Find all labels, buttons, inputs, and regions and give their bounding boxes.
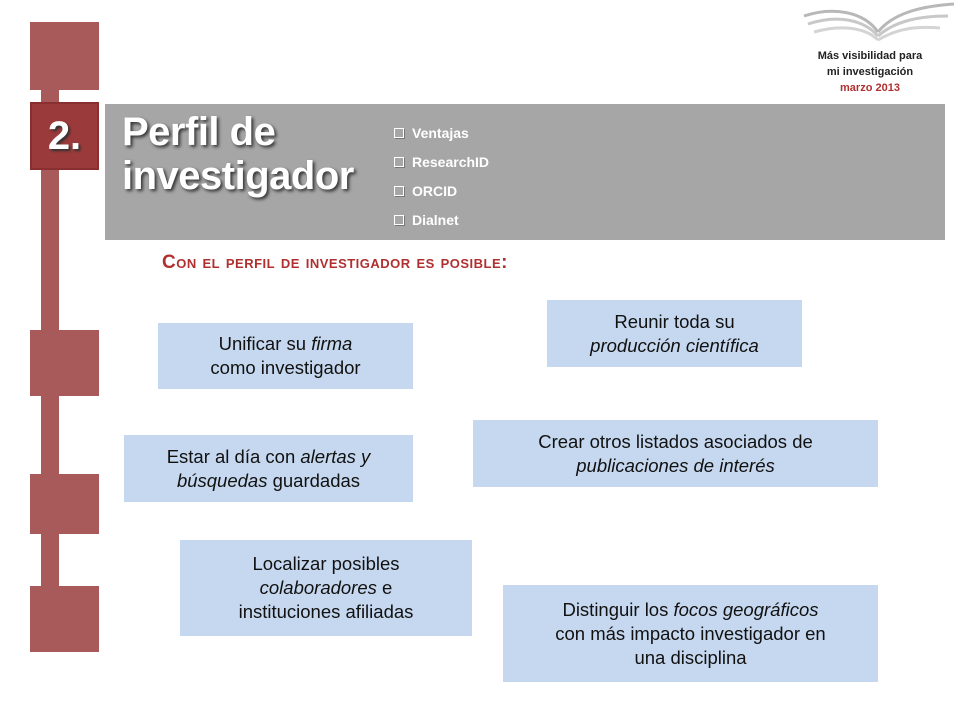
card-text: Distinguir los bbox=[562, 598, 674, 620]
card-text: Reunir toda su bbox=[614, 310, 735, 332]
title-line-2: investigador bbox=[122, 154, 354, 198]
open-book-icon bbox=[794, 2, 960, 48]
card-emphasis: colaboradores bbox=[259, 577, 377, 598]
section-number: 2. bbox=[47, 113, 82, 158]
logo-line-1: Más visibilidad para bbox=[817, 50, 923, 62]
card-text: una disciplina bbox=[634, 646, 747, 668]
logo bbox=[780, 0, 960, 100]
card-text: Localizar posibles bbox=[252, 553, 400, 574]
menu-item-dialnet[interactable] bbox=[394, 205, 489, 234]
section-heading: Con el perfil de investigador es posible: bbox=[162, 252, 508, 273]
menu-item-label: ORCID bbox=[412, 182, 458, 199]
benefit-card-produccion bbox=[547, 300, 802, 367]
checkbox-icon bbox=[394, 157, 404, 167]
logo-line-2: mi investigación bbox=[826, 66, 914, 78]
benefit-card-colaboradores bbox=[180, 540, 472, 636]
title-line-1: Perfil de bbox=[122, 110, 276, 154]
timeline-block bbox=[30, 474, 99, 534]
card-text: Estar al día con bbox=[166, 445, 301, 467]
checkbox-icon bbox=[394, 186, 404, 196]
menu-item-ventajas[interactable] bbox=[394, 118, 489, 147]
timeline-block bbox=[30, 586, 99, 652]
card-emphasis: producción científica bbox=[590, 334, 759, 356]
card-emphasis: firma bbox=[311, 333, 353, 354]
benefit-card-listados bbox=[473, 420, 878, 487]
card-text: e bbox=[376, 577, 393, 598]
card-text: como investigador bbox=[210, 357, 361, 378]
checkbox-icon bbox=[394, 128, 404, 138]
logo-date: marzo 2013 bbox=[840, 82, 900, 94]
menu-item-orcid[interactable] bbox=[394, 176, 489, 205]
menu-item-label: Ventajas bbox=[412, 124, 469, 141]
benefit-card-focos bbox=[503, 585, 878, 682]
page-title bbox=[122, 110, 362, 198]
card-text: con más impacto investigador en bbox=[555, 622, 826, 644]
card-text: instituciones afiliadas bbox=[238, 601, 414, 622]
timeline-block bbox=[30, 330, 99, 396]
menu-item-label: Dialnet bbox=[412, 211, 459, 228]
checkbox-icon bbox=[394, 215, 404, 225]
card-text: guardadas bbox=[267, 469, 361, 491]
card-emphasis: focos geográficos bbox=[673, 598, 819, 620]
benefit-card-alertas bbox=[124, 435, 413, 502]
card-emphasis: publicaciones de interés bbox=[576, 454, 775, 476]
card-text: Crear otros listados asociados de bbox=[538, 430, 813, 452]
benefit-card-firma bbox=[158, 323, 413, 389]
card-emphasis: búsquedas bbox=[176, 469, 268, 491]
card-text: Unificar su bbox=[218, 333, 312, 354]
card-emphasis: alertas y bbox=[300, 445, 371, 467]
timeline-block bbox=[30, 22, 99, 90]
section-menu bbox=[394, 118, 489, 234]
menu-item-researchid[interactable] bbox=[394, 147, 489, 176]
menu-item-label: ResearchID bbox=[412, 153, 490, 170]
